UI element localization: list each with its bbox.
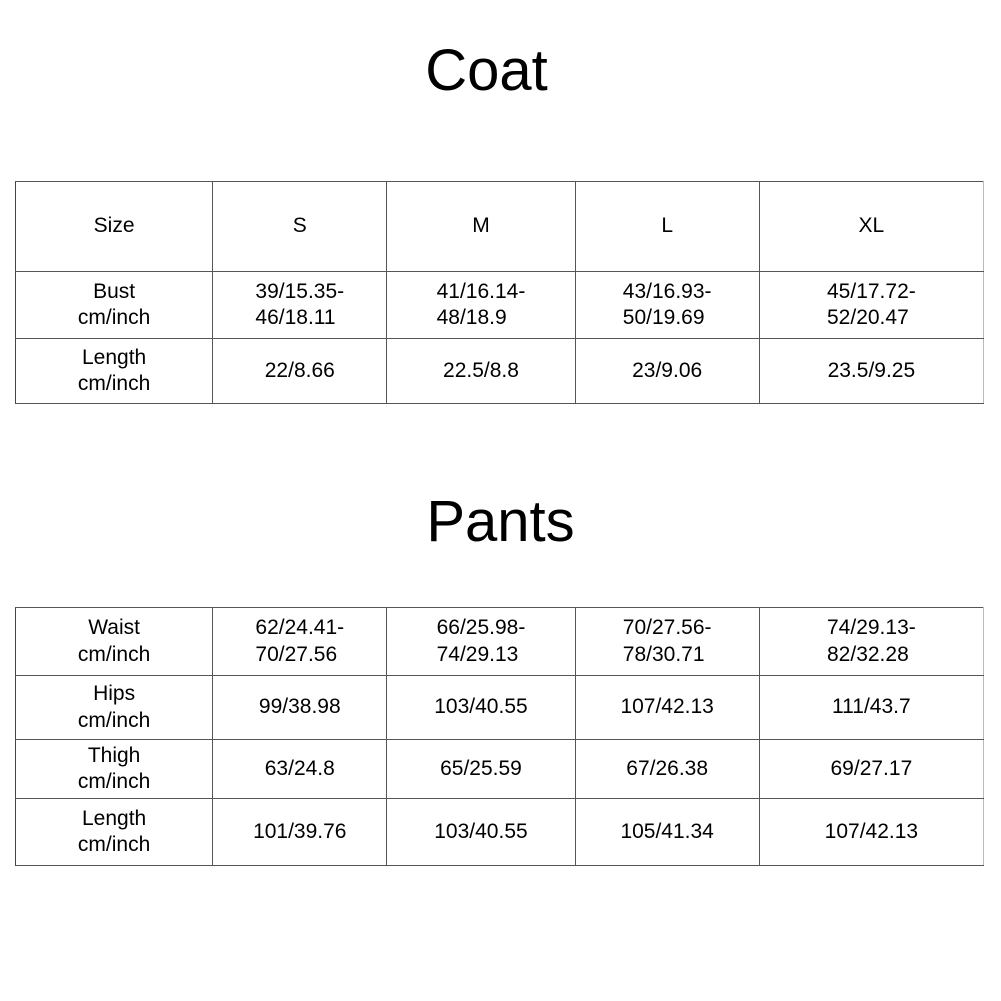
waist-s-max: 70/27.56 [255, 642, 338, 666]
bust-xl-max: 52/20.47 [827, 306, 909, 329]
thigh-unit-label: cm/inch [77, 770, 151, 793]
pants-length-row-label [16, 799, 213, 866]
bust-s-max: 46/18.11 [255, 306, 336, 329]
thigh-label: Thigh [87, 743, 141, 767]
size-header-label: Size [16, 182, 213, 272]
hips-row-label [16, 676, 213, 740]
hips-l: 107/42.13 [575, 676, 759, 740]
pants-length-s: 101/39.76 [213, 799, 387, 866]
pants-size-table [15, 607, 984, 866]
waist-m-min: 66/25.98- [436, 616, 526, 640]
coat-size-table [15, 181, 984, 404]
waist-xl-min: 74/29.13- [827, 616, 916, 640]
pants-length-l: 105/41.34 [575, 799, 759, 866]
bust-l-cell [575, 272, 759, 339]
pants-waist-row [16, 608, 984, 676]
pants-hips-row [16, 676, 984, 740]
coat-bust-row [16, 272, 984, 339]
size-header-l: L [575, 182, 759, 272]
bust-l-max: 50/19.69 [622, 306, 705, 329]
hips-m: 103/40.55 [387, 676, 575, 740]
size-header-m: M [387, 182, 575, 272]
coat-length-m: 22.5/8.8 [387, 339, 575, 404]
bust-xl-cell [759, 272, 983, 339]
thigh-l: 67/26.38 [575, 740, 759, 799]
bust-xl-min: 45/17.72- [827, 279, 916, 303]
bust-m-cell [387, 272, 575, 339]
waist-s-min: 62/24.41- [255, 616, 345, 640]
hips-unit-label: cm/inch [77, 708, 151, 732]
waist-row-label [16, 608, 213, 676]
coat-length-label: Length [81, 345, 147, 369]
waist-l-min: 70/27.56- [622, 616, 712, 640]
bust-m-max: 48/18.9 [436, 306, 507, 329]
pants-length-xl: 107/42.13 [759, 799, 983, 866]
bust-label: Bust [93, 279, 136, 303]
waist-l-cell [575, 608, 759, 676]
coat-length-s: 22/8.66 [213, 339, 387, 404]
bust-m-min: 41/16.14- [436, 279, 526, 303]
waist-label: Waist [88, 616, 140, 640]
size-header-xl: XL [759, 182, 983, 272]
coat-length-unit-label: cm/inch [77, 372, 151, 395]
hips-label: Hips [93, 682, 136, 706]
bust-row-label [16, 272, 213, 339]
waist-m-cell [387, 608, 575, 676]
waist-l-max: 78/30.71 [622, 642, 705, 666]
coat-length-row [16, 339, 984, 404]
coat-length-xl: 23.5/9.25 [759, 339, 983, 404]
bust-unit-label: cm/inch [77, 306, 151, 329]
hips-s: 99/38.98 [213, 676, 387, 740]
thigh-row-label [16, 740, 213, 799]
pants-length-m: 103/40.55 [387, 799, 575, 866]
pants-length-unit-label: cm/inch [77, 833, 151, 856]
thigh-s: 63/24.8 [213, 740, 387, 799]
thigh-xl: 69/27.17 [759, 740, 983, 799]
bust-s-cell [213, 272, 387, 339]
thigh-m: 65/25.59 [387, 740, 575, 799]
bust-s-min: 39/15.35- [255, 279, 345, 303]
hips-xl: 111/43.7 [759, 676, 983, 740]
pants-section-title: Pants [426, 489, 575, 554]
waist-xl-cell [759, 608, 983, 676]
size-header-s: S [213, 182, 387, 272]
waist-unit-label: cm/inch [77, 642, 151, 666]
waist-s-cell [213, 608, 387, 676]
pants-length-row [16, 799, 984, 866]
coat-length-l: 23/9.06 [575, 339, 759, 404]
pants-length-label: Length [81, 806, 147, 830]
bust-l-min: 43/16.93- [622, 279, 712, 303]
coat-length-row-label [16, 339, 213, 404]
pants-thigh-row [16, 740, 984, 799]
coat-section-title: Coat [425, 38, 548, 103]
waist-m-max: 74/29.13 [436, 642, 519, 666]
coat-size-header-row [16, 182, 984, 272]
waist-xl-max: 82/32.28 [827, 642, 909, 666]
